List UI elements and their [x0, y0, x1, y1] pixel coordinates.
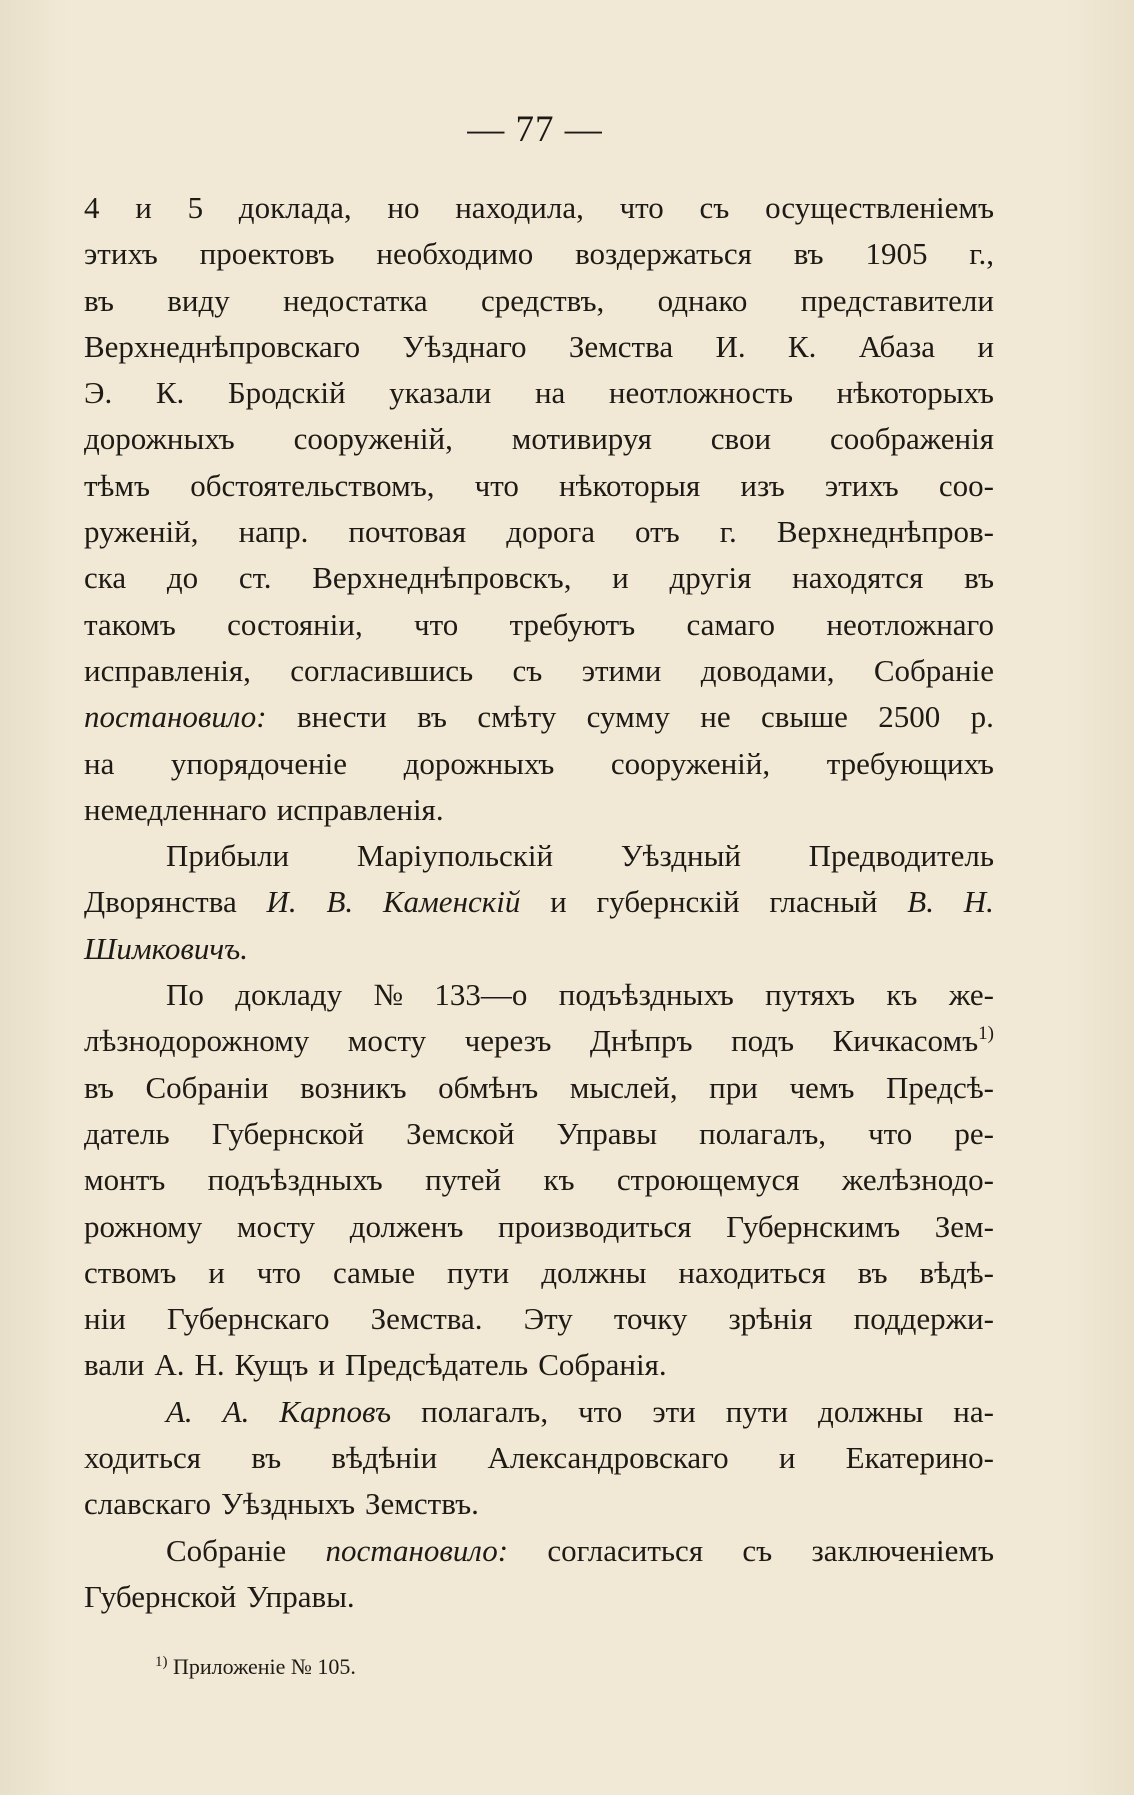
word: и: [208, 1254, 225, 1290]
word: и: [778, 1440, 796, 1476]
text-line: [84, 1389, 994, 1435]
word: полагалъ,: [421, 1393, 549, 1429]
word: Уѣздный: [620, 838, 741, 874]
word: вѣдѣніи: [331, 1440, 438, 1476]
word: этихъ: [824, 467, 899, 503]
text-line: [84, 972, 994, 1018]
word: требующихъ: [826, 745, 994, 781]
word: соображенія: [829, 421, 994, 457]
word: чемъ: [789, 1069, 855, 1105]
word: Земства: [568, 328, 674, 364]
word: съ: [512, 652, 543, 688]
text-line: [84, 1342, 994, 1388]
word: строющемуся: [616, 1162, 800, 1198]
word: 133—о: [434, 977, 528, 1013]
word: пути: [725, 1393, 789, 1429]
text-line: [84, 555, 994, 601]
word: должны: [818, 1393, 924, 1429]
word: находила,: [455, 190, 584, 225]
word: 4: [84, 190, 100, 225]
word: проектовъ: [199, 236, 335, 272]
word: заключеніемъ: [811, 1532, 994, 1568]
text-line: [84, 1250, 994, 1296]
word: вѣдѣ-: [919, 1254, 994, 1290]
word: и: [318, 1347, 335, 1383]
word: въ: [417, 699, 447, 735]
word: что: [474, 467, 519, 503]
page-number: — 77 —: [467, 109, 603, 150]
word: ска: [84, 560, 127, 596]
word: мыслей,: [569, 1069, 678, 1105]
word: Предсѣ-: [886, 1069, 994, 1105]
word: И.: [715, 328, 746, 364]
word: Губернской: [84, 1578, 237, 1614]
word: и: [135, 190, 152, 225]
word: долженъ: [349, 1208, 464, 1244]
word: Земства.: [370, 1301, 483, 1337]
word: Абаза: [858, 328, 936, 364]
word: неотложность: [608, 375, 794, 411]
word: и: [612, 560, 629, 596]
text-line: [84, 1528, 994, 1574]
word: возникъ: [300, 1069, 407, 1105]
word: требуютъ: [509, 606, 636, 642]
text-line: [84, 509, 994, 555]
text-line: [84, 1018, 994, 1064]
word: упорядоченіе: [170, 745, 348, 781]
word: Земской: [406, 1115, 515, 1151]
word: подъ: [731, 1023, 795, 1059]
word: А.: [154, 1347, 185, 1383]
word: докладу: [235, 977, 343, 1013]
word: Кичкасомъ$^{1)}$: [832, 1023, 994, 1059]
text-line: [84, 648, 994, 694]
word: что: [414, 606, 459, 642]
text-line: [84, 1481, 994, 1527]
word: что: [578, 1393, 623, 1429]
word: смѣту: [477, 699, 557, 735]
word: р.: [970, 699, 994, 735]
text-line: [84, 278, 994, 324]
word: этими: [581, 652, 662, 688]
word: Н.: [194, 1347, 225, 1383]
word: датель: [84, 1115, 170, 1151]
word: Бродскій: [227, 375, 346, 411]
word: черезъ: [464, 1023, 552, 1059]
word: осуществленіемъ: [765, 190, 994, 225]
italic-word: постановило:: [84, 699, 267, 735]
word: дорожныхъ: [84, 421, 235, 457]
word: должны: [541, 1254, 647, 1290]
word: немедленнаго: [84, 791, 267, 827]
word: нѣкоторыя: [559, 467, 701, 503]
word: до: [166, 560, 199, 596]
word: внести: [297, 699, 387, 735]
word: соо-: [938, 467, 994, 503]
word: ст.: [238, 560, 272, 596]
word: доводами,: [700, 652, 835, 688]
text-line: [84, 416, 994, 462]
word: Верхнеднѣпров-: [776, 514, 994, 550]
word: славскаго: [84, 1486, 211, 1522]
word: что: [256, 1254, 302, 1290]
italic-word: В.: [326, 884, 354, 920]
word: г.: [719, 514, 737, 550]
word: Маріупольскій: [356, 838, 554, 874]
word: согласившись: [290, 652, 474, 688]
text-line: [84, 602, 994, 648]
word: губернскій: [596, 884, 740, 920]
word: представители: [800, 282, 994, 318]
text-line: [84, 1435, 994, 1481]
word: г.,: [969, 236, 994, 272]
word: Губернской: [211, 1115, 365, 1151]
word: По: [166, 977, 204, 1013]
word: къ: [886, 977, 918, 1013]
word: же-: [948, 977, 994, 1013]
word: мотивируя: [511, 421, 652, 457]
word: при: [709, 1069, 758, 1105]
word: зрѣнія: [728, 1301, 813, 1337]
word: самые: [332, 1254, 416, 1290]
word: нѣкоторыхъ: [836, 375, 994, 411]
word: Собраніе: [873, 652, 994, 688]
word: рожному: [84, 1208, 203, 1244]
word: путяхъ: [765, 977, 856, 1013]
word: не: [700, 699, 731, 735]
word: такомъ: [84, 606, 176, 642]
word: воздержаться: [575, 236, 752, 272]
word: виду: [167, 282, 230, 318]
word: Губернскаго: [166, 1301, 330, 1337]
word: пути: [447, 1254, 510, 1290]
word: эти: [652, 1393, 696, 1429]
word: доклада,: [238, 190, 352, 225]
word: на-: [953, 1393, 994, 1429]
text-line: [84, 1296, 994, 1342]
word: свои: [710, 421, 772, 457]
word: Собранія.: [538, 1347, 667, 1383]
word: этихъ: [84, 236, 158, 272]
word: К.: [787, 328, 817, 364]
word: путей: [425, 1162, 502, 1198]
italic-word: Н.: [963, 884, 994, 920]
text-line: [84, 370, 994, 416]
word: обмѣнъ: [438, 1069, 539, 1105]
italic-word: В.: [907, 884, 934, 920]
word: что: [868, 1115, 913, 1151]
word: желѣзнодо-: [841, 1162, 994, 1198]
body-text: [84, 185, 994, 1620]
word: монтъ: [84, 1162, 166, 1198]
italic-word: И.: [266, 884, 297, 920]
word: въ: [251, 1440, 282, 1476]
text-line: [84, 833, 994, 879]
word: 2500: [878, 699, 941, 735]
word: Верхнеднѣпровскаго: [84, 328, 361, 364]
footnote-ref: 1): [978, 1023, 994, 1045]
word: къ: [543, 1162, 575, 1198]
word: указали: [389, 375, 492, 411]
word: въ: [964, 560, 994, 596]
word: Днѣпръ: [589, 1023, 693, 1059]
word: сумму: [586, 699, 670, 735]
text-line: [84, 694, 994, 740]
italic-word: А.: [222, 1393, 250, 1429]
footnote-mark: 1): [155, 1654, 168, 1670]
word: руженій,: [84, 514, 199, 550]
word: подъѣздныхъ: [207, 1162, 383, 1198]
word: ре-: [954, 1115, 994, 1151]
text-line: [84, 1111, 994, 1157]
word: Собраніи: [145, 1069, 269, 1105]
word: ствомъ: [84, 1254, 177, 1290]
word: Губернскимъ: [726, 1208, 901, 1244]
word: неотложнаго: [826, 606, 994, 642]
word: мосту: [236, 1208, 316, 1244]
text-line: [84, 879, 994, 925]
word: и: [977, 328, 994, 364]
text-line: [84, 1574, 994, 1620]
word: Э.: [84, 375, 113, 411]
word: 1905: [865, 236, 928, 272]
word: на: [534, 375, 566, 411]
word: сооруженій,: [610, 745, 771, 781]
text-line: [84, 231, 994, 277]
text-line: [84, 463, 994, 509]
text-line: [84, 185, 994, 231]
word: необходимо: [376, 236, 534, 272]
word: исправленія.: [276, 791, 444, 827]
word: Александровскаго: [487, 1440, 729, 1476]
word: Уѣзднаго: [402, 328, 527, 364]
word: мосту: [347, 1023, 427, 1059]
word: К.: [155, 375, 185, 411]
text-line: [84, 1065, 994, 1111]
word: дорожныхъ: [403, 745, 555, 781]
italic-word: Каменскій: [382, 884, 521, 920]
word: исправленія,: [84, 652, 251, 688]
word: въ: [793, 236, 824, 272]
text-line: [84, 324, 994, 370]
word: однако: [657, 282, 748, 318]
word: находиться: [678, 1254, 826, 1290]
italic-word: постановило:: [325, 1532, 509, 1568]
word: ходиться: [84, 1440, 201, 1476]
italic-word: Карповъ: [279, 1393, 392, 1429]
word: точку: [613, 1301, 688, 1337]
word: состояніи,: [227, 606, 363, 642]
word: 5: [187, 190, 204, 225]
word: обстоятельствомъ,: [190, 467, 435, 503]
word: въ: [857, 1254, 888, 1290]
word: на: [84, 745, 115, 781]
italic-word: А.: [166, 1393, 193, 1429]
word: недостатка: [283, 282, 428, 318]
word: сооруженій,: [293, 421, 453, 457]
word: и: [550, 884, 567, 920]
text-line: [84, 926, 994, 972]
word: съ: [699, 190, 730, 225]
word: Екатерино-: [845, 1440, 994, 1476]
word: подъѣздныхъ: [558, 977, 734, 1013]
word: Прибыли: [166, 838, 290, 874]
word: Зем-: [934, 1208, 994, 1244]
footnote: [155, 1654, 356, 1680]
word: находятся: [792, 560, 924, 596]
word: отъ: [635, 514, 680, 550]
text-line: [84, 1157, 994, 1203]
word: самаго: [686, 606, 776, 642]
word: Предводитель: [808, 838, 994, 874]
word: гласный: [769, 884, 878, 920]
word: лѣзнодорожному: [84, 1023, 310, 1059]
word: Дворянства: [84, 884, 237, 920]
word: Собраніе: [166, 1532, 287, 1568]
text-line: [84, 787, 994, 833]
word: дорога: [506, 514, 595, 550]
word: что: [619, 190, 664, 225]
footnote-text: Приложеніе № 105.: [173, 1654, 356, 1679]
word: въ: [84, 282, 114, 318]
word: Кущъ: [234, 1347, 309, 1383]
word: другія: [669, 560, 752, 596]
word: средствъ,: [480, 282, 605, 318]
word: полагалъ,: [699, 1115, 826, 1151]
text-line: [84, 741, 994, 787]
word: №: [373, 977, 404, 1013]
word: въ: [84, 1069, 114, 1105]
italic-word: Шимковичъ.: [84, 930, 249, 966]
word: Земствъ.: [365, 1486, 479, 1522]
text-line: [84, 1204, 994, 1250]
word: Эту: [523, 1301, 573, 1337]
word: согласиться: [547, 1532, 704, 1568]
word: производиться: [497, 1208, 692, 1244]
word: Верхнеднѣпровскъ,: [312, 560, 572, 596]
word: напр.: [238, 514, 309, 550]
word: ніи: [84, 1301, 126, 1337]
word: почтовая: [348, 514, 467, 550]
word: Уѣздныхъ: [221, 1486, 356, 1522]
word: вали: [84, 1347, 145, 1383]
word: Управы.: [246, 1578, 355, 1614]
word: изъ: [740, 467, 785, 503]
word: Предсѣдатель: [344, 1347, 529, 1383]
word: поддержи-: [853, 1301, 994, 1337]
word: свыше: [761, 699, 848, 735]
word: съ: [742, 1532, 773, 1568]
word: Управы: [556, 1115, 658, 1151]
word: тѣмъ: [84, 467, 151, 503]
word: но: [387, 190, 420, 225]
